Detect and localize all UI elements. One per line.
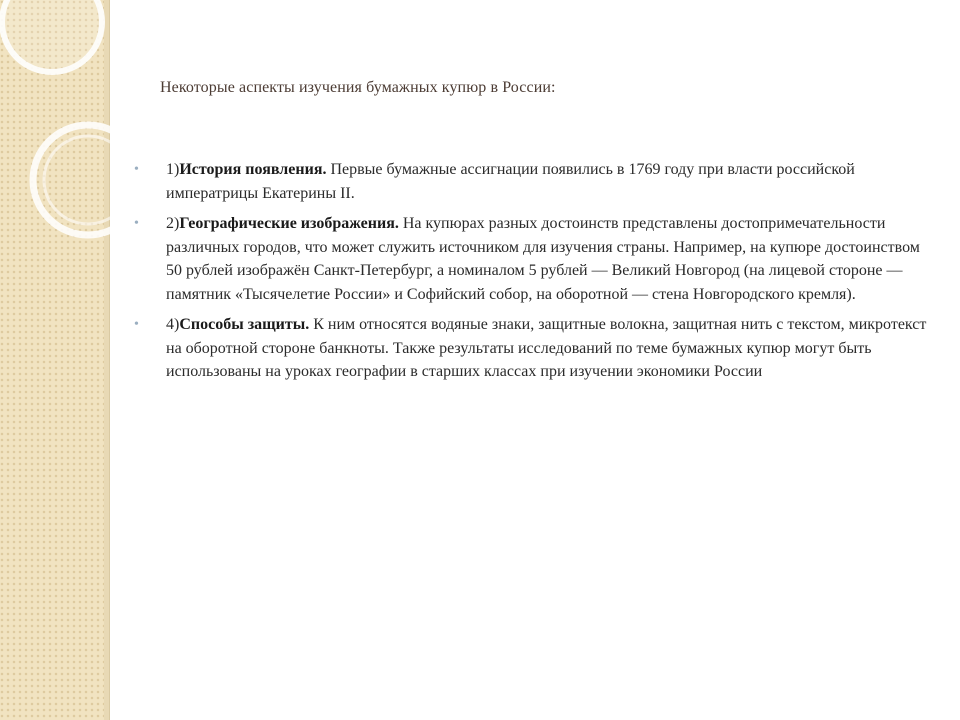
- decorative-rings-icon: [0, 0, 140, 260]
- item-heading: Способы защиты.: [179, 316, 310, 333]
- item-number: 1): [166, 161, 180, 178]
- item-text: На купюрах разных достоинств представлены достопримечательности различных городов, что может служить источником для изучения страны. Например, на купюре достоинством 50 рублей изображён Санкт-Петербург, а номиналом 5 рублей — Великий Новгород (на лицевой стороне — памятник «Тысячелетие России» и Софийский собор, на оборотной — стена Новгородского кремля).: [166, 215, 920, 303]
- item-heading: Географические изображения.: [179, 215, 399, 232]
- item-number: 4): [166, 316, 180, 333]
- item-number: 2): [166, 215, 180, 232]
- list-item: [134, 313, 934, 384]
- bullet-icon: •: [134, 162, 139, 177]
- item-text: Первые бумажные ассигнации появились в 1769 году при власти российской императрицы Екатерины II.: [166, 161, 855, 202]
- list-item: [134, 212, 934, 306]
- bullet-icon: •: [134, 216, 139, 231]
- bullet-list: [134, 158, 934, 391]
- item-text: К ним относятся водяные знаки, защитные волокна, защитная нить с текстом, микротекст на оборотной стороне банкноты. Также результаты исследований по теме бумажных купюр могут быть использованы на уроках географии в старших классах при изучении экономики России: [166, 316, 927, 380]
- slide-title: Некоторые аспекты изучения бумажных купюр в России:: [160, 79, 556, 96]
- bullet-icon: •: [134, 317, 139, 332]
- item-heading: История появления.: [179, 161, 327, 178]
- list-item: [134, 158, 934, 205]
